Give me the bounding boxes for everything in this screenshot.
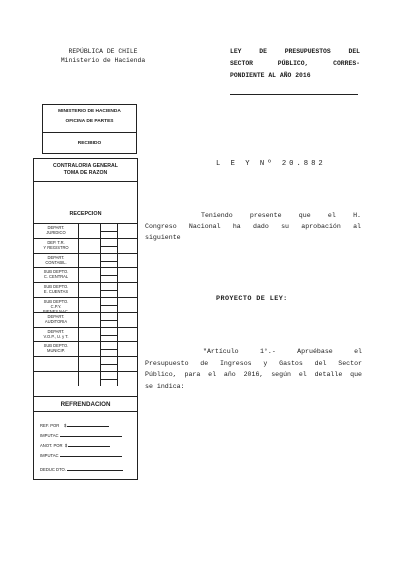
recepcion-cell-split xyxy=(100,305,117,306)
recepcion-cell-divider xyxy=(78,357,79,371)
recepcion-cell-divider xyxy=(117,298,118,312)
imputac-label: IMPUTAC xyxy=(40,433,59,438)
anot-por-line xyxy=(40,441,110,448)
recepcion-cell-split xyxy=(100,261,117,262)
recepcion-cell-divider xyxy=(78,298,79,312)
toma-de-razon-label: TOMA DE RAZON xyxy=(63,170,108,176)
recepcion-row xyxy=(34,238,137,253)
article-line-3: Público, para el año 2016, según el detalle que xyxy=(145,371,362,378)
recepcion-row-label xyxy=(34,240,78,250)
article-paragraph xyxy=(145,346,362,392)
anot-por-blank xyxy=(68,441,110,447)
recepcion-row-label-line: DEPART. xyxy=(47,328,65,334)
recepcion-row-label-line: SUB DEPTO. xyxy=(43,269,69,275)
recepcion-row xyxy=(34,267,137,282)
recepcion-row-label-line: SUB DEPTO. xyxy=(43,284,69,290)
ref-por-sign: $ xyxy=(63,423,67,428)
imputac-blank xyxy=(60,431,122,437)
refrendacion-divider xyxy=(34,396,137,397)
recepcion-cell-split xyxy=(100,364,117,365)
article-line-1: "Artículo 1°.- Apruébase el xyxy=(203,348,362,355)
recepcion-cell-divider xyxy=(78,283,79,297)
recepcion-cell-divider xyxy=(78,224,79,238)
recepcion-row xyxy=(34,327,137,342)
recepcion-cell-divider xyxy=(78,342,79,356)
contraloria-name: CONTRALORIA GENERAL xyxy=(53,163,118,169)
recepcion-cell-split xyxy=(100,335,117,336)
stamp-divider xyxy=(43,132,136,133)
stamp-office-line: OFICINA DE PARTES xyxy=(65,119,114,124)
recepcion-row xyxy=(34,312,137,327)
recepcion-row-label xyxy=(34,269,78,279)
article-line-4: se indica: xyxy=(145,382,185,390)
recepcion-row-label-line: E. CUENTAS xyxy=(43,289,69,295)
recepcion-row-label-line: DEP. T.R. xyxy=(47,239,65,245)
recepcion-cell-split xyxy=(100,231,117,232)
recepcion-cell-divider xyxy=(117,357,118,371)
recepcion-row-label-line: JURIDICO xyxy=(46,230,66,235)
refrendacion-heading: REFRENDACION xyxy=(60,401,111,408)
recepcion-row xyxy=(34,223,137,238)
imputac2-blank xyxy=(60,451,122,457)
recepcion-row-label-line: CONTABIL. xyxy=(45,259,67,265)
title-underline xyxy=(230,94,358,95)
ref-por-label: REF. POR xyxy=(40,423,60,428)
contraloria-divider xyxy=(34,181,137,182)
recepcion-row-label xyxy=(34,284,78,294)
recepcion-cell-divider xyxy=(78,239,79,253)
recepcion-cell-divider xyxy=(117,283,118,297)
anot-por-label: ANOT. POR xyxy=(40,443,63,448)
recepcion-row-label-line: DEPART. xyxy=(47,225,65,230)
recepcion-row-label-line: SUB DEPTO. xyxy=(43,343,69,349)
intro-line-3: siguiente xyxy=(145,234,181,241)
recepcion-row-label xyxy=(34,329,78,339)
recepcion-row-label xyxy=(34,255,78,265)
contraloria-stamp xyxy=(33,158,138,480)
recepcion-row-label-line: SUB DEPTO. xyxy=(43,299,69,304)
ref-por-blank xyxy=(67,421,109,427)
recepcion-cell-split xyxy=(100,349,117,350)
recepcion-cell-split xyxy=(100,379,117,380)
recepcion-cell-divider xyxy=(78,268,79,282)
recepcion-row-label-line: V.O.P., U. y T. xyxy=(43,333,69,339)
recepcion-cell-divider xyxy=(78,372,79,386)
title-line-1: LEY DE PRESUPUESTOS DEL xyxy=(230,48,360,55)
republic-name: REPÚBLICA DE CHILE xyxy=(68,48,138,55)
recepcion-cell-divider xyxy=(78,254,79,268)
refrendacion-divider-2 xyxy=(34,411,137,412)
imputac2-label: IMPUTAC xyxy=(40,453,59,458)
anot-por-sign: $ xyxy=(64,443,68,448)
recepcion-cell-divider xyxy=(117,328,118,342)
deduc-dto-label: DEDUC DTO. xyxy=(40,467,66,472)
recepcion-heading: RECEPCION xyxy=(69,211,102,217)
intro-paragraph xyxy=(145,210,361,243)
recepcion-cell-divider xyxy=(78,313,79,327)
title-line-3: PONDIENTE AL AÑO 2016 xyxy=(230,72,311,79)
recepcion-cell-divider xyxy=(117,372,118,386)
article-line-2: Presupuesto de Ingresos y Gastos del Sector xyxy=(145,359,362,367)
imputac2-line xyxy=(40,451,122,458)
document-title xyxy=(230,46,360,82)
recepcion-row-label-line: C.P.Y. xyxy=(50,304,62,309)
imputac-line xyxy=(40,431,122,438)
recepcion-row-label-line: Y REGISTRO xyxy=(43,244,69,250)
contraloria-title xyxy=(34,163,137,177)
recepcion-row xyxy=(34,253,137,268)
recepcion-row xyxy=(34,371,137,386)
recepcion-cell-divider xyxy=(117,313,118,327)
title-line-2: SECTOR PÚBLICO, CORRES- xyxy=(230,60,360,67)
recepcion-cell-divider xyxy=(117,239,118,253)
stamp-received-label: RECIBIDO xyxy=(77,141,102,146)
recepcion-cell-split xyxy=(100,246,117,247)
recepcion-cell-divider xyxy=(117,342,118,356)
recepcion-cell-split xyxy=(100,275,117,276)
header-left xyxy=(48,47,158,65)
recepcion-row-label xyxy=(34,225,78,235)
recepcion-cell-split xyxy=(100,320,117,321)
recepcion-row-label-line: MUNICIP. xyxy=(47,348,65,354)
stamp-ministry-line: MINISTERIO DE HACIENDA xyxy=(58,109,121,114)
recepcion-row xyxy=(34,282,137,297)
recepcion-row-label-line: BIENES NAC. xyxy=(43,309,69,314)
intro-line-1: Teniendo presente que el H. xyxy=(201,212,361,219)
recepcion-cell-divider xyxy=(117,224,118,238)
recepcion-row-label-line: DEPART. xyxy=(47,313,65,319)
recepcion-cell-divider xyxy=(117,254,118,268)
ministry-received-stamp xyxy=(42,104,137,154)
ministry-name: Ministerio de Hacienda xyxy=(60,57,146,64)
recepcion-row xyxy=(34,356,137,371)
deduc-dto-line xyxy=(40,465,123,472)
recepcion-row-label-line: DEPART. xyxy=(47,254,65,260)
recepcion-row-label xyxy=(34,343,78,353)
recepcion-row-label-line: AUDITORIA xyxy=(44,318,68,324)
recepcion-row-label xyxy=(34,314,78,324)
law-number: L E Y Nº 20.882 xyxy=(216,160,326,168)
recepcion-row xyxy=(34,297,137,312)
deduc-dto-blank xyxy=(67,465,123,471)
recepcion-row-label-line: C. CENTRAL xyxy=(43,274,69,280)
proyecto-heading: PROYECTO DE LEY: xyxy=(216,295,288,303)
recepcion-cell-split xyxy=(100,290,117,291)
recepcion-cell-divider xyxy=(78,328,79,342)
intro-line-2: Congreso Nacional ha dado su aprobación al xyxy=(145,223,361,230)
recepcion-cell-divider xyxy=(117,268,118,282)
ref-por-line xyxy=(40,421,109,428)
recepcion-row xyxy=(34,341,137,356)
